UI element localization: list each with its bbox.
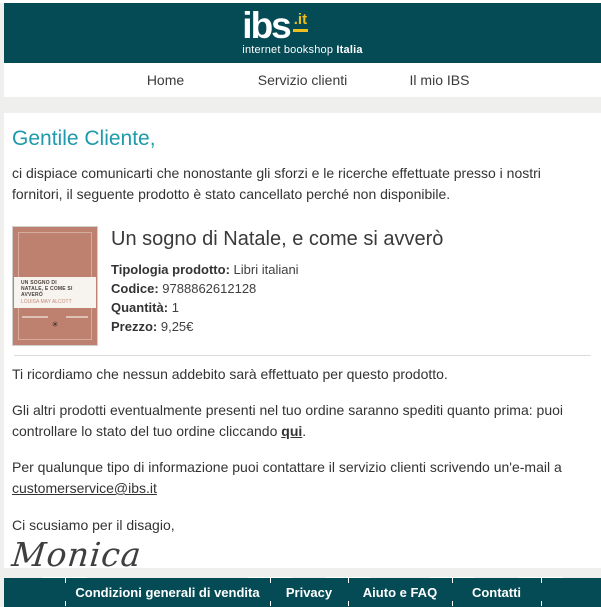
header-content-gap bbox=[4, 97, 601, 113]
order-status-text: Gli altri prodotti eventualmente presenti nel tuo ordine saranno spediti quanto prima: puoi controllare lo stato del tuo ordine cliccando bbox=[12, 402, 563, 439]
footer-cell-border bbox=[248, 577, 292, 578]
order-status-note bbox=[12, 400, 570, 442]
product-qty-value: 1 bbox=[171, 300, 179, 315]
closing-line: Ci scusiamo per il disagio, bbox=[12, 517, 175, 533]
footer-cell-border bbox=[43, 577, 87, 578]
product-code-label: Codice: bbox=[111, 281, 159, 296]
nav-item-home[interactable]: Home bbox=[146, 72, 185, 88]
product-price-label: Prezzo: bbox=[111, 319, 158, 334]
email-content-panel bbox=[4, 113, 601, 574]
product-title: Un sogno di Natale, e come si avverò bbox=[111, 228, 444, 250]
product-qty-row bbox=[111, 298, 443, 317]
ibs-logo-tagline bbox=[242, 44, 362, 56]
greeting-heading: Gentile Cliente, bbox=[12, 127, 156, 150]
customer-service-note bbox=[12, 457, 572, 499]
top-navigation bbox=[4, 63, 601, 97]
product-code-value: 9788862612128 bbox=[162, 281, 257, 296]
product-price-value: 9,25€ bbox=[160, 319, 194, 334]
footer-link-condizioni[interactable]: Condizioni generali di vendita bbox=[75, 585, 260, 600]
footer-cell-border bbox=[430, 577, 474, 578]
nav-item-il-mio-ibs[interactable]: Il mio IBS bbox=[409, 72, 470, 88]
product-type-value: Libri italiani bbox=[233, 262, 299, 277]
nav-item-servizio-clienti[interactable]: Servizio clienti bbox=[257, 72, 348, 88]
cover-title-band bbox=[14, 277, 96, 308]
order-status-period: . bbox=[302, 423, 307, 439]
cover-credit-line-right bbox=[66, 316, 88, 318]
cover-author-text: LOUISA MAY ALCOTT bbox=[21, 299, 72, 305]
product-block bbox=[12, 226, 593, 346]
product-details bbox=[111, 260, 443, 336]
product-qty-label: Quantità: bbox=[111, 300, 169, 315]
footer-link-contatti[interactable]: Contatti bbox=[471, 585, 522, 600]
product-type-label: Tipologia prodotto: bbox=[111, 262, 230, 277]
footer-link-privacy[interactable]: Privacy bbox=[285, 585, 333, 600]
email-body bbox=[4, 3, 601, 607]
section-divider bbox=[14, 355, 591, 356]
customer-service-email-link[interactable]: customerservice@ibs.it bbox=[12, 480, 157, 496]
ibs-logo-text: ibs bbox=[242, 4, 290, 46]
footer-cell-border bbox=[326, 577, 370, 578]
footer-link-aiuto-faq[interactable]: Aiuto e FAQ bbox=[362, 585, 438, 600]
tagline-normal: internet bookshop bbox=[242, 43, 337, 56]
intro-paragraph: ci dispiace comunicarti che nonostante gli sforzi e le ricerche effettuate presso i nostri fornitori, il seguente prodotto è stato cancellato perché non disponibile. bbox=[12, 165, 541, 202]
order-status-link[interactable]: qui bbox=[281, 423, 303, 439]
tagline-bold: Italia bbox=[336, 43, 363, 56]
product-info bbox=[111, 226, 443, 346]
brand-header bbox=[4, 3, 601, 63]
ibs-logo-tld: .it bbox=[293, 12, 308, 32]
signature-monica: Monica bbox=[10, 535, 144, 574]
product-code-row bbox=[111, 279, 443, 298]
product-price-row bbox=[111, 317, 443, 336]
customer-service-text: Per qualunque tipo di informazione puoi contattare il servizio clienti scrivendo un'e-mail a bbox=[12, 459, 562, 475]
no-charge-note: Ti ricordiamo che nessun addebito sarà effettuato per questo prodotto. bbox=[12, 366, 448, 382]
cover-credit-line-left bbox=[22, 316, 48, 318]
product-cover-image[interactable] bbox=[12, 226, 98, 346]
product-type-row bbox=[111, 260, 443, 279]
footer-cell-border bbox=[519, 577, 563, 578]
ibs-logo[interactable] bbox=[242, 4, 363, 56]
publisher-ornament-icon: ✳ bbox=[51, 320, 59, 329]
ibs-logo-wordmark bbox=[242, 4, 362, 46]
footer-bar bbox=[4, 578, 601, 607]
cover-title-text: UN SOGNO DI NATALE, E COME SI AVVERÒ bbox=[21, 280, 73, 298]
